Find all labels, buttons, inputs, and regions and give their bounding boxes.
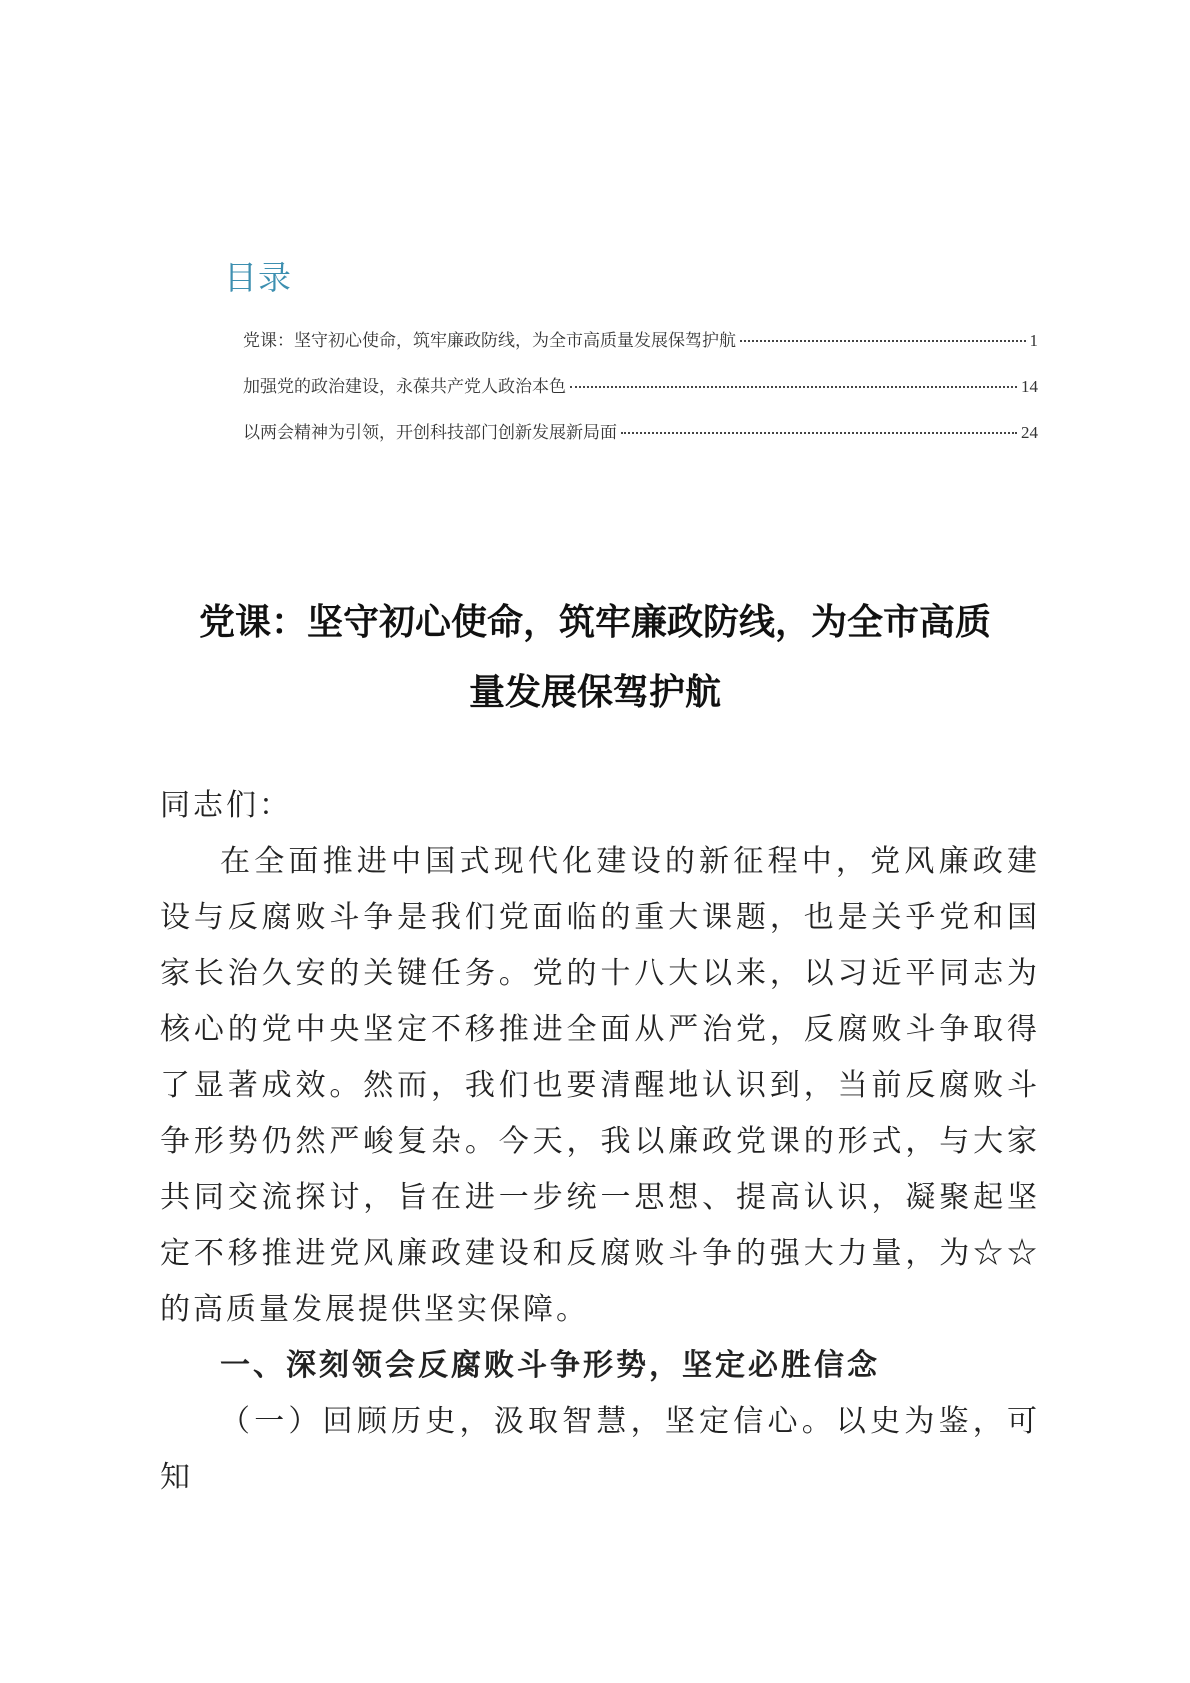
toc-dot-leader: [570, 386, 1017, 388]
toc-entry[interactable]: [243, 326, 1038, 372]
toc-title: 目录: [224, 258, 292, 297]
toc-list: [243, 326, 1038, 464]
intro-paragraph: 在全面推进中国式现代化建设的新征程中，党风廉政建设与反腐败斗争是我们党面临的重大课题，也是关乎党和国家长治久安的关键任务。党的十八大以来，以习近平同志为核心的党中央坚定不移推进全面从严治党，反腐败斗争取得了显著成效。然而，我们也要清醒地认识到，当前反腐败斗争形势仍然严峻复杂。今天，我以廉政党课的形式，与大家共同交流探讨，旨在进一步统一思想、提高认识，凝聚起坚定不移推进党风廉政建设和反腐败斗争的强大力量，为☆☆的高质量发展提供坚实保障。: [160, 844, 1040, 1327]
document-title: [150, 588, 1040, 728]
subsection-paragraph: （一）回顾历史，汲取智慧，坚定信心。以史为鉴，可知: [160, 1404, 1040, 1495]
toc-entry[interactable]: [243, 372, 1038, 418]
section-heading: 一、深刻领会反腐败斗争形势，坚定必胜信念: [220, 1348, 880, 1383]
toc-dot-leader: [621, 432, 1017, 434]
toc-entry[interactable]: [243, 418, 1038, 464]
toc-entry-text: 党课：坚守初心使命，筑牢廉政防线，为全市高质量发展保驾护航: [243, 331, 736, 351]
toc-page-number: 1: [1029, 331, 1038, 350]
toc-entry-text: 以两会精神为引领，开创科技部门创新发展新局面: [243, 423, 617, 443]
greeting: 同志们：: [160, 788, 292, 823]
document-title-line-2: 量发展保驾护航: [468, 672, 721, 713]
toc-dot-leader: [740, 340, 1026, 342]
document-title-line-1: 党课：坚守初心使命，筑牢廉政防线，为全市高质: [198, 602, 991, 643]
toc-page-number: 14: [1021, 377, 1038, 396]
document-body: [160, 778, 1040, 1506]
toc-entry-text: 加强党的政治建设，永葆共产党人政治本色: [243, 377, 566, 397]
toc-page-number: 24: [1021, 423, 1038, 442]
